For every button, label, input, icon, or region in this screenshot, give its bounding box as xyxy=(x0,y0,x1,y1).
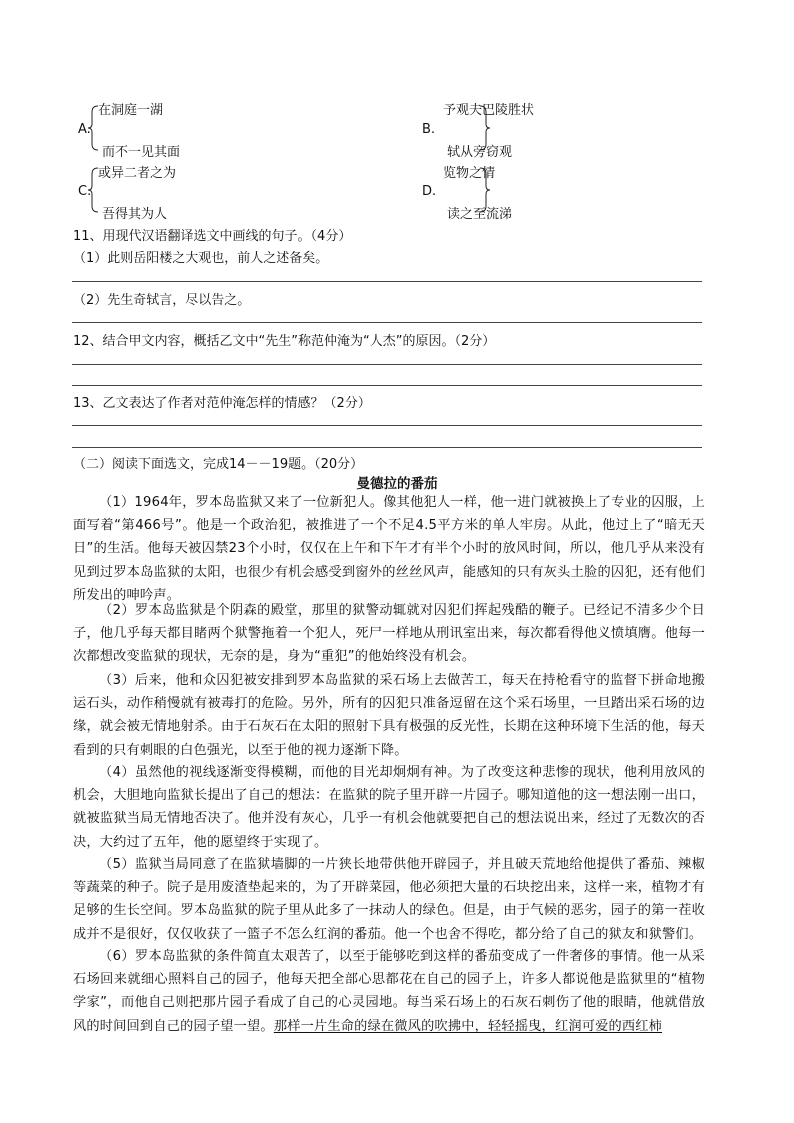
paragraph-2: （2）罗本岛监狱是个阴森的殿堂，那里的狱警动辄就对囚犯们挥起残酷的鞭子。已经记不清多少个日子，他几乎每天都目睹两个狱警拖着一个犯人，死尸一样地从刑讯室出来，每次都看得他义愤填膺。他每一次都想改变监狱的现状，无奈的是，身为“重犯”的他始终没有机会。 xyxy=(73,603,705,665)
section-heading: （二）阅读下面选文，完成14－－19题。（20分） xyxy=(73,457,364,472)
paragraph-6-text: （6）罗本岛监狱的条件简直太艰苦了，以至于能够吃到这样的番茄变成了一件奢侈的事情。他一从采石场回来就细心照料自己的园子，他每天把全部心思都花在自己的园子上，许多人都说他是监狱里的“植物学家”，而他自己则把那片园子看成了自己的心灵园地。每当采石场上的石灰石刺伤了他的眼睛，他就借放风的时间回到自己的园子望一望。 xyxy=(73,949,705,1034)
option-b-label: B. xyxy=(422,122,436,137)
answer-line xyxy=(72,364,702,365)
answer-line xyxy=(72,281,702,282)
paragraph-5: （5）监狱当局同意了在监狱墙脚的一片狭长地带供他开辟园子，并且破天荒地给他提供了番茄、辣椒等蔬菜的种子。院子是用废渣垫起来的，为了开辟菜园，他必须把大量的石块挖出来，这样一来，植物才有足够的生长空间。罗本岛监狱的院子里从此多了一抹动人的绿色。但是，由于气候的恶劣，园子的第一茬收成并不是很好，仅仅收获了一篮子不怎么红润的番茄。他一个也舍不得吃，都分给了自己的狱友和狱警们。 xyxy=(73,857,705,942)
option-a-label: A. xyxy=(78,122,91,137)
option-c-label: C. xyxy=(78,184,92,199)
underlined-sentence: 那样一片生命的绿在微风的吹拂中，轻轻摇曳，红润可爱的西红柿 xyxy=(273,1018,663,1034)
question-11-2: （2）先生奇轼言，尽以告之。 xyxy=(73,293,251,308)
option-d-label: D. xyxy=(422,184,437,199)
answer-line xyxy=(72,322,702,323)
paragraph-4: （4）虽然他的视线逐渐变得模糊，而他的目光却炯炯有神。为了改变这种悲惨的现状，他利用放风的机会，大胆地向监狱长提出了自己的想法：在监狱的院子里开辟一片园子。哪知道他的这一想法刚一出口，就被监狱当局无情地否决了。他并没有灰心，几乎一有机会他就要把自己的想法说出来，经过了无数次的否决，大约过了五年，他的愿望终于实现了。 xyxy=(73,765,705,850)
question-11-1: （1）此则岳阳楼之大观也，前人之述备矣。 xyxy=(73,251,329,266)
paragraph-1: （1）1964年，罗本岛监狱又来了一位新犯人。像其他犯人一样，他一进门就被换上了专业的囚服，上面写着“第466号”。他是一个政治犯，被推进了一个不足4.5平方米的单人牢房。从此，他过上了“暗无天日”的生活。他每天被囚禁23个小时，仅仅在上午和下午才有半个小时的放风时间，所以，他几乎从来没有见到过罗本岛监狱的太阳，也很少有机会感受到窗外的丝丝风声，能感知的只有灰头土脸的囚犯，还有他们所发出的呻吟声。 xyxy=(73,495,705,603)
question-11: 11、用现代汉语翻译选文中画线的句子。（4分） xyxy=(73,229,352,244)
option-d-top: 览物之情 xyxy=(443,166,496,181)
answer-line xyxy=(72,385,702,386)
question-12: 12、结合甲文内容，概括乙文中“先生”称范仲淹为“人杰”的原因。（2分） xyxy=(73,334,496,349)
option-b-top: 予观夫巴陵胜状 xyxy=(443,103,535,118)
answer-line xyxy=(72,425,702,426)
option-c-top: 或异二者之为 xyxy=(98,166,177,181)
option-c-bottom: 吾得其为人 xyxy=(102,207,168,222)
article-title: 曼德拉的番茄 xyxy=(356,476,438,492)
option-b-bottom: 轼从旁窃观 xyxy=(447,145,513,160)
option-a-top: 在洞庭一湖 xyxy=(98,103,164,118)
paragraph-3: （3）后来，他和众囚犯被安排到罗本岛监狱的采石场上去做苦工，每天在持枪看守的监督下拼命地搬运石头，动作稍慢就有被毒打的危险。另外，所有的囚犯只准备逗留在这个采石场里，一旦踏出采石场的边缘，就会被无情地射杀。由于石灰石在太阳的照射下具有极强的反光性，长期在这种环境下生活的他，每天看到的只有刺眼的白色强光，以至于他的视力逐渐下降。 xyxy=(73,673,705,758)
question-13: 13、乙文表达了作者对范仲淹怎样的情感？（2分） xyxy=(73,396,371,411)
option-d-bottom: 读之至流涕 xyxy=(447,207,513,222)
paragraph-6 xyxy=(73,945,705,1038)
option-a-bottom: 而不一见其面 xyxy=(102,145,181,160)
answer-line xyxy=(72,447,702,448)
